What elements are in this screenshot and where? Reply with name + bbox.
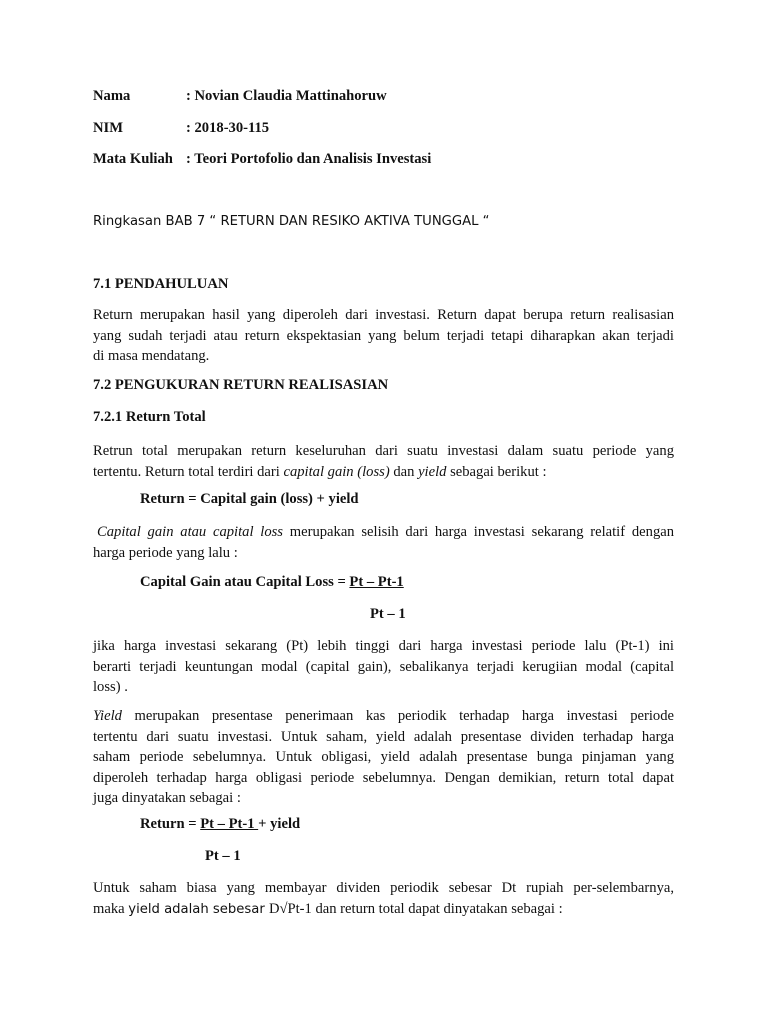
formula-lhs: Capital Gain atau Capital Loss = — [140, 574, 350, 590]
text-run: merupakan selisih dari harga investasi sekarang relatif dengan — [283, 524, 675, 540]
paragraph-line: jika harga investasi sekarang (Pt) lebih tinggi dari harga investasi periode lalu (Pt-1) ini — [93, 638, 674, 654]
paragraph-line: saham periode sebelumnya. Untuk obligasi, yield adalah presentase bunga pinjaman yang — [93, 749, 674, 766]
paragraph-line: juga dinyatakan sebagai : — [93, 790, 241, 807]
formula-lhs: Return = — [140, 816, 201, 832]
formula-numerator: Pt – Pt-1 — [200, 816, 259, 832]
paragraph-line: yang sudah terjadi atau return ekspektasian yang belum terjadi tetapi diharapkan akan terjadi — [93, 327, 674, 344]
paragraph-line: tertentu dari suatu investasi. Untuk saham, yield adalah presentase dividen terhadap harga — [93, 728, 674, 745]
capital-gain-paragraph — [93, 522, 674, 563]
formula-denominator: Pt – 1 — [370, 606, 406, 622]
text-run: dan — [389, 463, 419, 480]
return-total-paragraph — [93, 441, 674, 482]
yield-paragraph — [93, 706, 674, 809]
text-run: sebagai berikut : — [446, 463, 547, 480]
paragraph-line — [93, 462, 674, 483]
capital-gain-explanation — [93, 636, 674, 698]
nim-value: : 2018-30-115 — [186, 120, 270, 136]
paragraph-line: Untuk saham biasa yang membayar dividen periodik sebesar Dt rupiah per-selembarnya, — [93, 880, 674, 896]
formula-return-yield — [140, 816, 300, 833]
text-run: yield adalah sebesar — [128, 901, 269, 917]
section-7-1-paragraph — [93, 305, 674, 367]
text-run: D√Pt-1 dan return total dapat dinyatakan sebagai : — [268, 900, 563, 917]
formula-capital-gain — [140, 574, 404, 591]
formula-return-total: Return = Capital gain (loss) + yield — [140, 491, 359, 507]
summary-title: Ringkasan BAB 7 “ RETURN DAN RESIKO AKTIVA TUNGGAL “ — [93, 214, 490, 229]
text-run: tertentu. Return total terdiri dari — [93, 463, 284, 480]
capital-gain-loss-term: Capital gain atau capital loss — [97, 524, 283, 540]
paragraph-line — [93, 706, 674, 727]
paragraph-line: Return merupakan hasil yang diperoleh dari investasi. Return dapat berupa return realisasian — [93, 307, 674, 323]
formula-numerator: Pt – Pt-1 — [349, 574, 404, 590]
paragraph-line — [93, 899, 674, 920]
yield-term: yield — [418, 463, 447, 480]
formula-rhs: + yield — [258, 816, 301, 832]
text-run: maka — [93, 900, 129, 917]
mata-kuliah-value: : Teori Portofolio dan Analisis Investasi — [186, 151, 432, 167]
paragraph-line: diperoleh terhadap harga obligasi periode sebelumnya. Dengan demikian, return total dapat — [93, 769, 674, 786]
formula-denominator: Pt – 1 — [205, 848, 241, 864]
paragraph-line — [93, 522, 674, 543]
dividend-paragraph — [93, 878, 674, 919]
yield-term: Yield — [93, 708, 122, 724]
section-7-1-heading: 7.1 PENDAHULUAN — [93, 276, 229, 292]
nama-label: Nama — [93, 88, 131, 104]
section-7-2-1-heading: 7.2.1 Return Total — [93, 409, 206, 425]
paragraph-line: loss) . — [93, 679, 128, 696]
section-7-2-heading: 7.2 PENGUKURAN RETURN REALISASIAN — [93, 377, 389, 393]
paragraph-line: di masa mendatang. — [93, 348, 210, 365]
nama-value: : Novian Claudia Mattinahoruw — [186, 88, 387, 104]
paragraph-line: berarti terjadi keuntungan modal (capital gain), sebalikanya terjadi kerugiian modal (capital — [93, 658, 674, 675]
mata-kuliah-label: Mata Kuliah — [93, 151, 173, 167]
text-run: merupakan presentase penerimaan kas periodik terhadap harga investasi periode — [121, 708, 674, 724]
paragraph-line: Retrun total merupakan return keseluruhan dari suatu investasi dalam suatu periode yang — [93, 443, 674, 459]
paragraph-line: harga periode yang lalu : — [93, 544, 238, 561]
nim-label: NIM — [93, 120, 123, 136]
capital-gain-term: capital gain (loss) — [283, 463, 390, 480]
